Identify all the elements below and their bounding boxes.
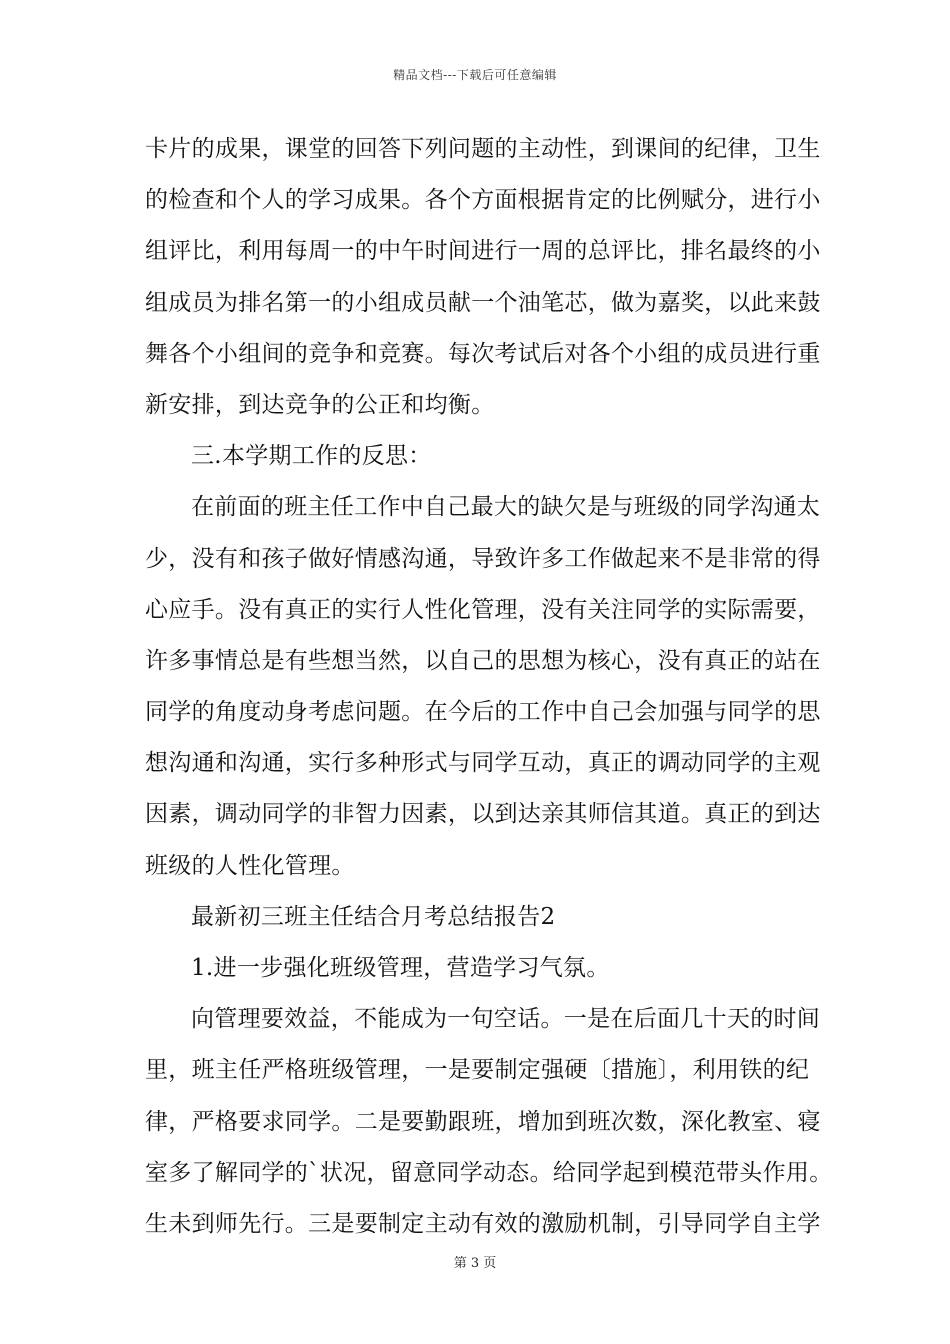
text-line: 同学的角度动身考虑问题。在今后的工作中自己会加强与同学的思 [145,699,821,726]
text-line: 卡片的成果，课堂的回答下列问题的主动性，到课间的纪律，卫生 [145,136,821,162]
text-line: 律，严格要求同学。二是要勤跟班，增加到班次数，深化教室、寝 [145,1108,821,1135]
text-line: 三.本学期工作的反思： [191,443,432,470]
text-line: 组成员为排名第一的小组成员献一个油笔芯，做为嘉奖，以此来鼓 [145,289,821,316]
text-line: 的检查和个人的学习成果。各个方面根据肯定的比例赋分，进行小 [145,187,821,214]
text-line: 1.进一步强化班级管理，营造学习气氛。 [191,955,610,981]
text-line: 班级的人性化管理。 [145,852,355,879]
page-header: 精品文档---下载后可任意编辑 [393,68,557,82]
text-line: 最新初三班主任结合月考总结报告2 [191,903,556,930]
text-line: 新安排，到达竞争的公正和均衡。 [145,391,495,418]
text-line: 少，没有和孩子做好情感沟通，导致许多工作做起来不是非常的得 [145,545,821,572]
text-line: 室多了解同学的`状况，留意同学动态。给同学起到模范带头作用。 [145,1159,833,1186]
text-line: 里，班主任严格班级管理，一是要制定强硬〔措施〕，利用铁的纪 [145,1057,810,1084]
text-line: 因素，调动同学的非智力因素，以到达亲其师信其道。真正的到达 [145,801,821,828]
text-line: 生未到师先行。三是要制定主动有效的激励机制，引导同学自主学 [145,1210,821,1237]
text-line: 心应手。没有真正的实行人性化管理，没有关注同学的实际需要， [145,596,821,623]
text-line: 在前面的班主任工作中自己最大的缺欠是与班级的同学沟通太 [191,494,821,521]
document-body [145,131,833,1257]
text-line: 许多事情总是有些想当然，以自己的思想为核心，没有真正的站在 [145,647,821,674]
page-number: 第 3 页 [453,1256,497,1271]
text-line: 想沟通和沟通，实行多种形式与同学互动，真正的调动同学的主观 [145,750,821,777]
text-line: 舞各个小组间的竞争和竞赛。每次考试后对各个小组的成员进行重 [145,340,821,367]
text-line: 向管理要效益，不能成为一句空话。一是在后面几十天的时间 [191,1006,821,1033]
text-line: 组评比，利用每周一的中午时间进行一周的总评比，排名最终的小 [145,238,821,265]
